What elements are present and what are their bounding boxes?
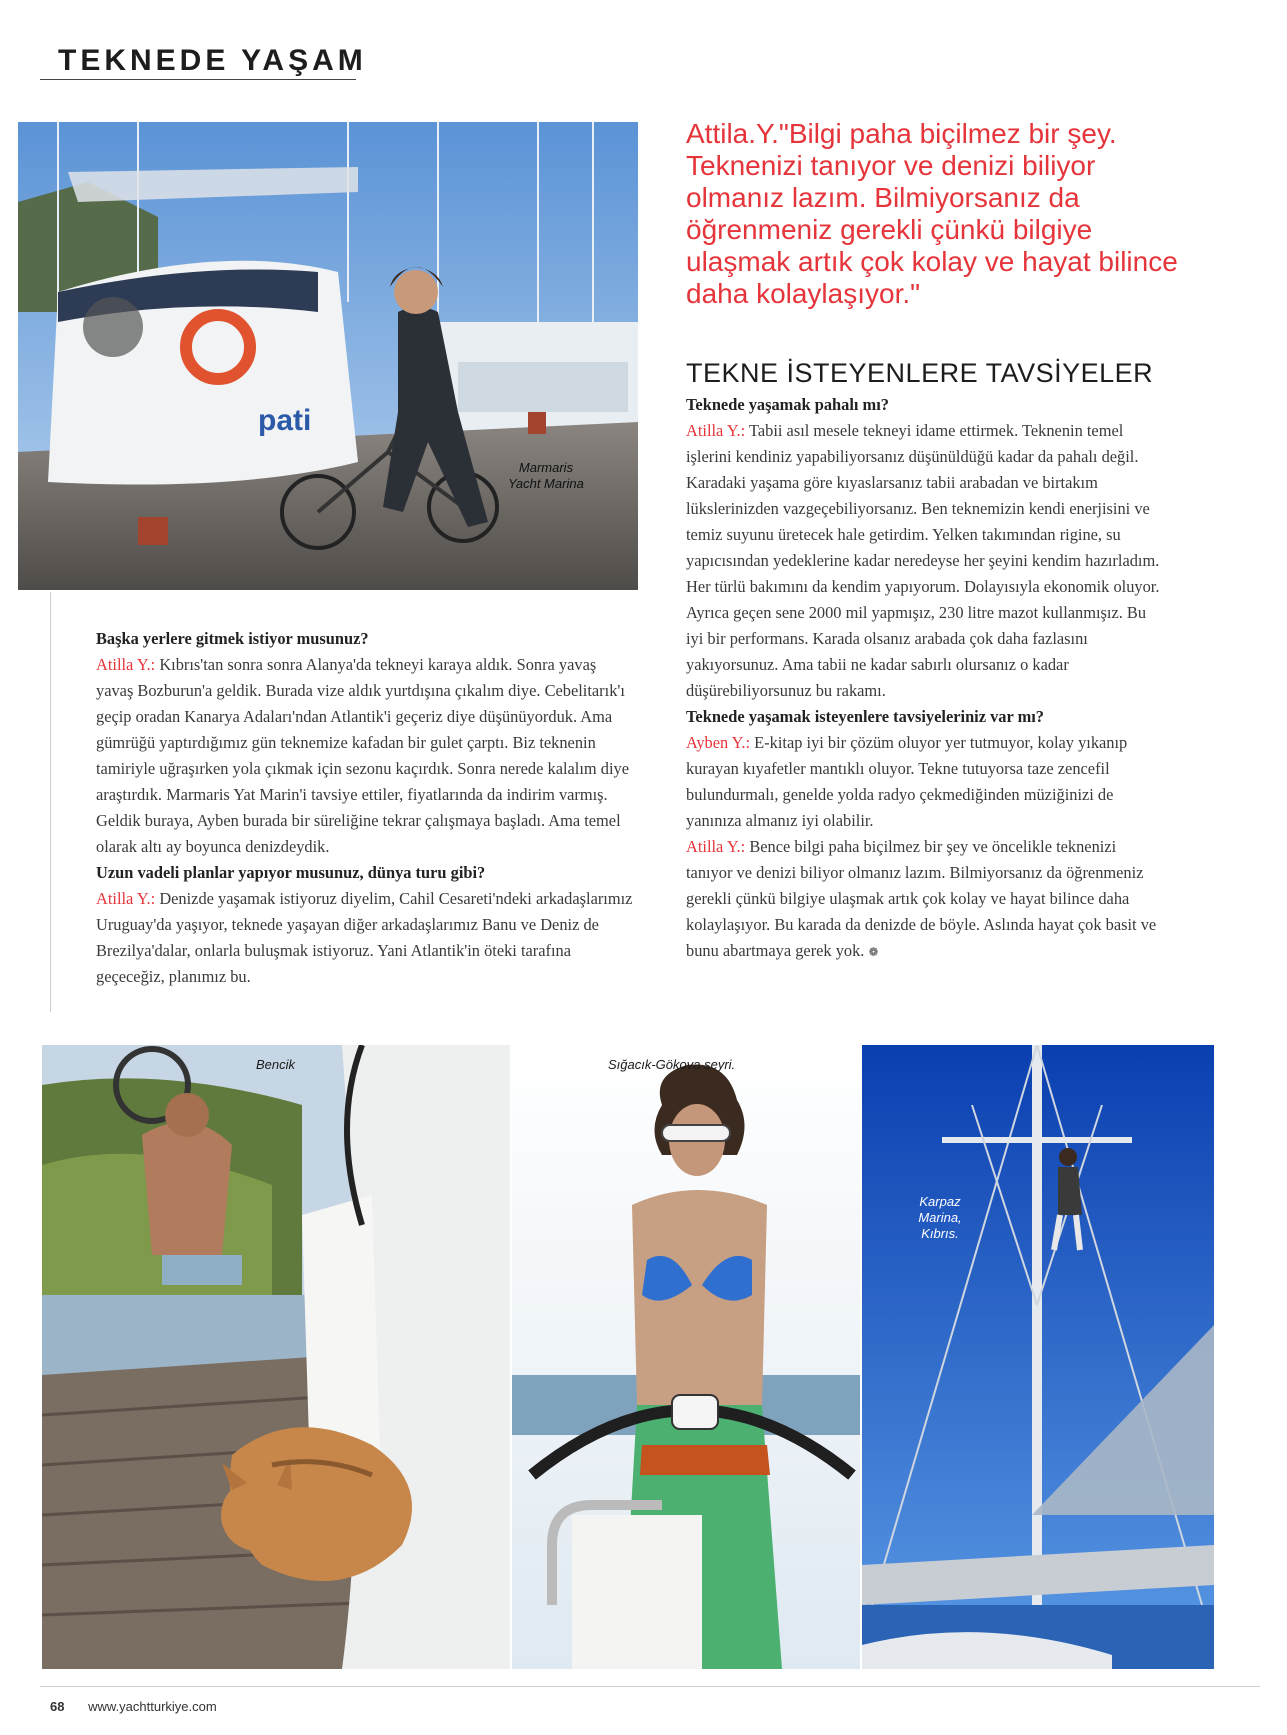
speaker-label: Atilla Y.: xyxy=(96,889,156,908)
right-text-column xyxy=(686,392,1166,965)
speaker-label: Atilla Y.: xyxy=(96,655,156,674)
photo-caption-sigacik: Sığacık-Gökova seyri. xyxy=(608,1057,736,1072)
photo-karpaz-mast xyxy=(862,1045,1214,1669)
answer-text: Kıbrıs'tan sonra sonra Alanya'da tekneyi karaya aldık. Sonra yavaş yavaş Bozburun'a geldik. Burada vize aldık yurtdışına çıkalım diye. Cebelitarık'ı geçip oradan Kanarya Adaları'ndan Atlantik'i geçeriz diye düşünüyorduk. Ama gümrüğü yaptırdığımız gün teknemize kafadan bir gulet çarptı. Biz teknenin tamiriyle uğraşırken yola çıkmak için sezonu kaçırdık. Sonra nerede kalalım diye araştırdık. Marmaris Yat Marin'i tavsiye ettiler, fiyatlarında da indirim varmış. Geldik buraya, Ayben burada bir süreliğine tekrar çalışmaya başladı. Ama temel olarak altı ay boyunca denizdeydik. xyxy=(96,655,629,856)
speaker-label: Atilla Y.: xyxy=(686,837,746,856)
page-footer xyxy=(50,1699,217,1714)
answer-text: E-kitap iyi bir çözüm oluyor yer tutmuyor, kolay yıkanıp kurayan kıyafetler mantıklı oluyor. Tekne tutuyorsa taze zencefil bulundurmalı, genelde yolda radyo çekmediğinden müziğinizi de yanınıza almanız iyi olabilir. xyxy=(686,733,1128,830)
photo-caption-marmaris xyxy=(496,460,596,492)
caption-line: Karpaz xyxy=(919,1194,961,1209)
question-heading: Teknede yaşamak pahalı mı? xyxy=(686,395,889,414)
caption-line: Kıbrıs. xyxy=(921,1226,959,1241)
section-title-underline xyxy=(40,79,356,80)
question-heading: Başka yerlere gitmek istiyor musunuz? xyxy=(96,629,369,648)
marina-scene-illustration xyxy=(18,122,638,590)
section-heading: TEKNE İSTEYENLERE TAVSİYELER xyxy=(686,358,1154,388)
end-mark-icon: ❁ xyxy=(868,945,879,959)
pull-quote: Attila.Y."Bilgi paha biçilmez bir şey. Teknenizi tanıyor ve denizi biliyor olmanız lazım. Bilmiyorsanız da öğrenmeniz gerekli çünkü bilgiye ulaşmak artık çok kolay ve hayat bilince daha kolaylaşıyor." xyxy=(686,118,1178,309)
photo-caption-karpaz xyxy=(900,1194,980,1242)
page-number: 68 xyxy=(50,1699,65,1714)
section-title: TEKNEDE YAŞAM xyxy=(58,44,367,77)
website-link[interactable]: www.yachtturkiye.com xyxy=(88,1699,217,1714)
photo-sigacik-helm xyxy=(512,1045,860,1669)
helm-woman-illustration xyxy=(512,1045,860,1669)
speaker-label: Atilla Y.: xyxy=(686,421,746,440)
left-text-column xyxy=(96,626,636,990)
answer-text: Denizde yaşamak istiyoruz diyelim, Cahil Cesareti'ndeki arkadaşlarımız Uruguay'da yaşıyor, teknede yaşayan diğer arkadaşlarımız Banu ve Deniz de Brezilya'dalar, onlarla buluşmak istiyoruz. Yani Atlantik'in öteki tarafına geçeceğiz, planımız bu. xyxy=(96,889,633,986)
answer-text: Tabii asıl mesele tekneyi idame ettirmek. Teknenin temel işlerini kendiniz yapabiliyorsanız düşünüldüğü kadar da pahalı değil. Karadaki yaşama göre kıyaslarsanız tabii arabadan ve birtakım lükslerinizden vazgeçebiliyorsanız. Ben teknemizin kendi enerjisini ve temiz suyunu üretecek hale getirdim. Yelken takımından rigine, su yapıcısından yedeklerine kadar neredeyse her şeyini kendim hazırladım. Her türlü bakımını da kendim yapıyorum. Dolayısıyla ekonomik oluyor. Ayrıca geçen sene 2000 mil yapmışız, 230 litre mazot kullanmışız. Bu iyi bir performans. Karada olsanız arabada çok daha fazlasını yakıyorsunuz. Ama tabii ne kadar sabırlı olursanız o kadar düşürebiliyorsunuz bu rakamı. xyxy=(686,421,1160,700)
question-heading: Teknede yaşamak isteyenlere tavsiyeleriniz var mı? xyxy=(686,707,1044,726)
photo-caption-bencik: Bencik xyxy=(256,1057,296,1072)
mast-climb-illustration xyxy=(862,1045,1214,1669)
svg-text:pati: pati xyxy=(258,404,312,437)
caption-line: Marina, xyxy=(918,1210,962,1225)
photo-marina-bicycle xyxy=(18,122,638,590)
speaker-label: Ayben Y.: xyxy=(686,733,751,752)
answer-text: Bence bilgi paha biçilmez bir şey ve öncelikle teknenizi tanıyor ve denizi biliyor olmanız lazım. Bilmiyorsanız da öğrenmeniz gerekli çünkü bilgiye ulaşmak artık çok kolay ve hayat bilince daha kolaylaşıyor. Bu karada da denizde de böyle. Aslında hayat çok basit ve bunu abartmaya gerek yok. xyxy=(686,837,1157,960)
photo-bencik-cat xyxy=(42,1045,510,1669)
caption-line: Marmaris xyxy=(518,460,574,475)
deck-cat-illustration xyxy=(42,1045,510,1669)
footer-rule xyxy=(40,1686,1260,1687)
caption-line: Yacht Marina xyxy=(508,476,584,491)
question-heading: Uzun vadeli planlar yapıyor musunuz, dünya turu gibi? xyxy=(96,863,486,882)
column-divider xyxy=(50,592,51,1012)
